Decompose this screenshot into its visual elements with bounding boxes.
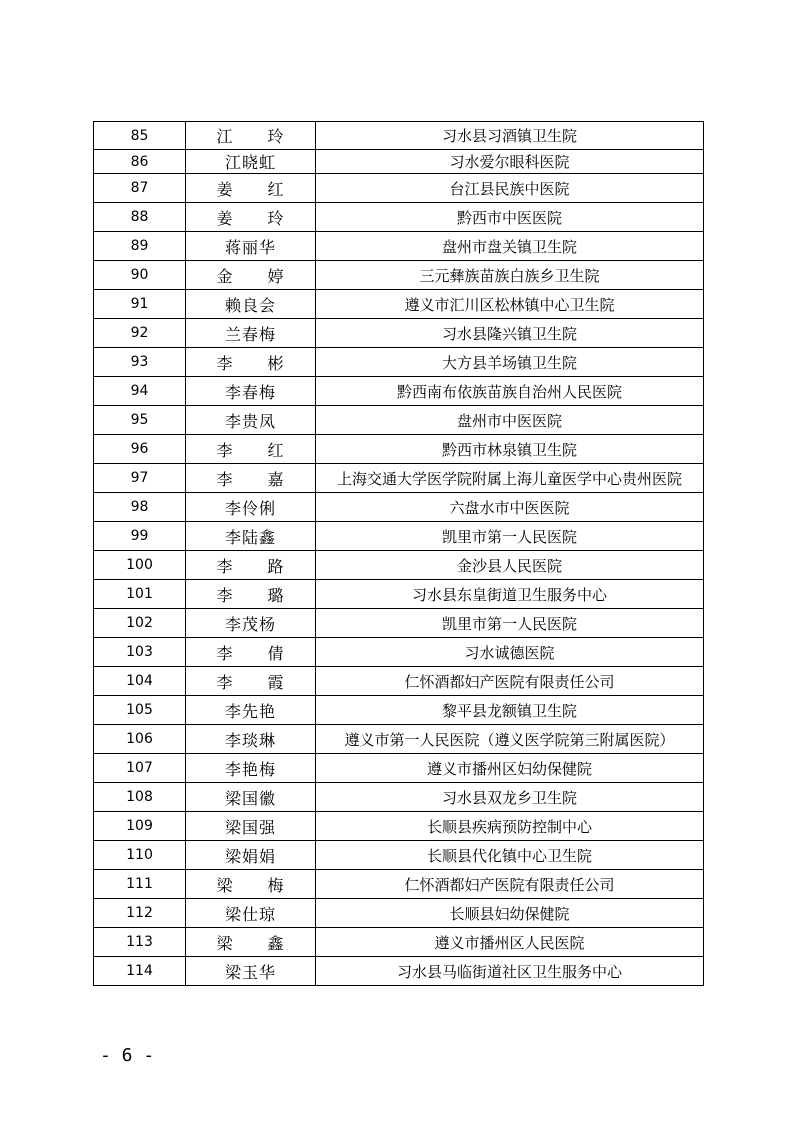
organization-cell: 习水县双龙乡卫生院 <box>316 783 704 812</box>
name-cell: 李 路 <box>186 551 316 580</box>
name-cell: 江晓虹 <box>186 150 316 174</box>
row-number-cell: 102 <box>94 609 186 638</box>
organization-cell: 遵义市播州区人民医院 <box>316 928 704 957</box>
name-cell: 李琰琳 <box>186 725 316 754</box>
organization-cell: 六盘水市中医医院 <box>316 493 704 522</box>
table-row <box>94 725 704 754</box>
table-row <box>94 150 704 174</box>
row-number-cell: 87 <box>94 174 186 203</box>
row-number-cell: 88 <box>94 203 186 232</box>
name-cell: 梁 梅 <box>186 870 316 899</box>
table-row <box>94 667 704 696</box>
row-number-cell: 95 <box>94 406 186 435</box>
organization-cell: 习水县东皇街道卫生服务中心 <box>316 580 704 609</box>
table-row <box>94 464 704 493</box>
table-row <box>94 174 704 203</box>
organization-cell: 金沙县人民医院 <box>316 551 704 580</box>
organization-cell: 台江县民族中医院 <box>316 174 704 203</box>
row-number-cell: 113 <box>94 928 186 957</box>
row-number-cell: 92 <box>94 319 186 348</box>
table-row <box>94 203 704 232</box>
organization-cell: 长顺县疾病预防控制中心 <box>316 812 704 841</box>
row-number-cell: 98 <box>94 493 186 522</box>
name-cell: 梁玉华 <box>186 957 316 986</box>
organization-cell: 习水县马临街道社区卫生服务中心 <box>316 957 704 986</box>
table-row <box>94 493 704 522</box>
name-cell: 李 彬 <box>186 348 316 377</box>
table-row <box>94 580 704 609</box>
name-cell: 梁仕琼 <box>186 899 316 928</box>
name-cell: 蒋丽华 <box>186 232 316 261</box>
table-row <box>94 609 704 638</box>
table-row <box>94 319 704 348</box>
row-number-cell: 90 <box>94 261 186 290</box>
organization-cell: 长顺县代化镇中心卫生院 <box>316 841 704 870</box>
row-number-cell: 94 <box>94 377 186 406</box>
name-cell: 赖良会 <box>186 290 316 319</box>
row-number-cell: 97 <box>94 464 186 493</box>
name-cell: 梁 鑫 <box>186 928 316 957</box>
name-cell: 李 嘉 <box>186 464 316 493</box>
table-row <box>94 696 704 725</box>
page-number: - 6 - <box>100 1045 155 1066</box>
organization-cell: 三元彝族苗族白族乡卫生院 <box>316 261 704 290</box>
row-number-cell: 109 <box>94 812 186 841</box>
name-cell: 姜 红 <box>186 174 316 203</box>
row-number-cell: 104 <box>94 667 186 696</box>
table-row <box>94 870 704 899</box>
table-row <box>94 783 704 812</box>
table-row <box>94 754 704 783</box>
table-row <box>94 812 704 841</box>
name-cell: 梁国强 <box>186 812 316 841</box>
name-cell: 李 璐 <box>186 580 316 609</box>
row-number-cell: 107 <box>94 754 186 783</box>
organization-cell: 黎平县龙额镇卫生院 <box>316 696 704 725</box>
organization-cell: 仁怀酒都妇产医院有限责任公司 <box>316 667 704 696</box>
name-cell: 李贵凤 <box>186 406 316 435</box>
table-row <box>94 261 704 290</box>
table-row <box>94 638 704 667</box>
row-number-cell: 111 <box>94 870 186 899</box>
row-number-cell: 112 <box>94 899 186 928</box>
table-row <box>94 957 704 986</box>
table-row <box>94 348 704 377</box>
organization-cell: 黔西南布依族苗族自治州人民医院 <box>316 377 704 406</box>
table-row <box>94 928 704 957</box>
row-number-cell: 89 <box>94 232 186 261</box>
organization-cell: 习水县习酒镇卫生院 <box>316 122 704 150</box>
table-row <box>94 435 704 464</box>
row-number-cell: 96 <box>94 435 186 464</box>
name-cell: 李茂杨 <box>186 609 316 638</box>
row-number-cell: 93 <box>94 348 186 377</box>
row-number-cell: 114 <box>94 957 186 986</box>
table-row <box>94 522 704 551</box>
name-cell: 李 红 <box>186 435 316 464</box>
organization-cell: 遵义市第一人民医院（遵义医学院第三附属医院） <box>316 725 704 754</box>
organization-cell: 习水爱尔眼科医院 <box>316 150 704 174</box>
row-number-cell: 110 <box>94 841 186 870</box>
organization-cell: 遵义市汇川区松林镇中心卫生院 <box>316 290 704 319</box>
table-row <box>94 122 704 150</box>
name-cell: 李 霞 <box>186 667 316 696</box>
organization-cell: 仁怀酒都妇产医院有限责任公司 <box>316 870 704 899</box>
row-number-cell: 103 <box>94 638 186 667</box>
row-number-cell: 108 <box>94 783 186 812</box>
organization-cell: 遵义市播州区妇幼保健院 <box>316 754 704 783</box>
name-cell: 梁娟娟 <box>186 841 316 870</box>
organization-cell: 习水诚德医院 <box>316 638 704 667</box>
row-number-cell: 99 <box>94 522 186 551</box>
name-cell: 兰春梅 <box>186 319 316 348</box>
organization-cell: 黔西市中医医院 <box>316 203 704 232</box>
organization-cell: 盘州市盘关镇卫生院 <box>316 232 704 261</box>
row-number-cell: 106 <box>94 725 186 754</box>
row-number-cell: 100 <box>94 551 186 580</box>
row-number-cell: 105 <box>94 696 186 725</box>
name-cell: 李春梅 <box>186 377 316 406</box>
organization-cell: 大方县羊场镇卫生院 <box>316 348 704 377</box>
organization-cell: 凯里市第一人民医院 <box>316 522 704 551</box>
table-row <box>94 899 704 928</box>
roster-table <box>93 121 704 986</box>
name-cell: 梁国徽 <box>186 783 316 812</box>
name-cell: 姜 玲 <box>186 203 316 232</box>
table-row <box>94 377 704 406</box>
organization-cell: 黔西市林泉镇卫生院 <box>316 435 704 464</box>
organization-cell: 盘州市中医医院 <box>316 406 704 435</box>
organization-cell: 上海交通大学医学院附属上海儿童医学中心贵州医院 <box>316 464 704 493</box>
row-number-cell: 101 <box>94 580 186 609</box>
table-row <box>94 406 704 435</box>
table-row <box>94 232 704 261</box>
name-cell: 李 倩 <box>186 638 316 667</box>
table-row <box>94 841 704 870</box>
organization-cell: 长顺县妇幼保健院 <box>316 899 704 928</box>
organization-cell: 习水县隆兴镇卫生院 <box>316 319 704 348</box>
name-cell: 金 婷 <box>186 261 316 290</box>
table-row <box>94 290 704 319</box>
name-cell: 李伶俐 <box>186 493 316 522</box>
name-cell: 李先艳 <box>186 696 316 725</box>
name-cell: 李艳梅 <box>186 754 316 783</box>
row-number-cell: 91 <box>94 290 186 319</box>
organization-cell: 凯里市第一人民医院 <box>316 609 704 638</box>
row-number-cell: 86 <box>94 150 186 174</box>
row-number-cell: 85 <box>94 122 186 150</box>
name-cell: 江 玲 <box>186 122 316 150</box>
name-cell: 李陆鑫 <box>186 522 316 551</box>
table-row <box>94 551 704 580</box>
roster-table-body <box>94 122 704 986</box>
